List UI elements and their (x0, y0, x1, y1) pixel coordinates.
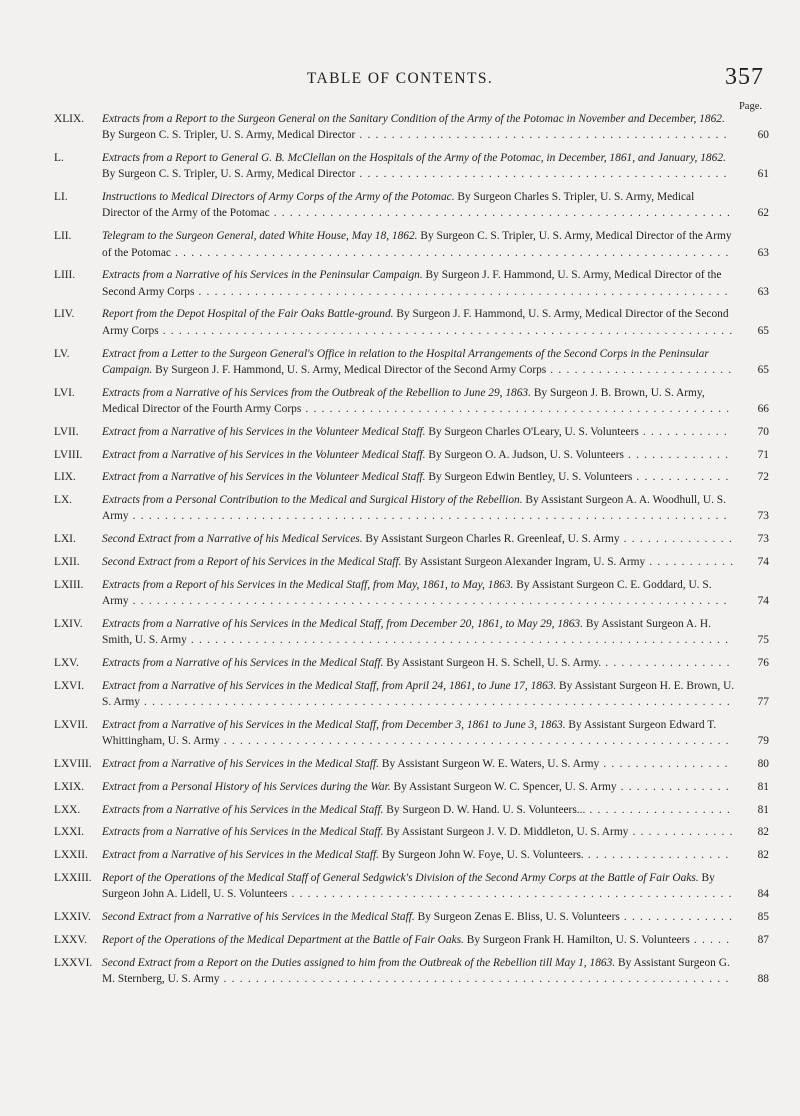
toc-entry (54, 932, 769, 948)
entry-text (102, 717, 769, 750)
toc-entry (54, 870, 769, 903)
entry-author: By Assistant Surgeon Alexander Ingram, U. S. Army (401, 556, 646, 569)
entry-page-number: 77 (757, 696, 769, 709)
entry-page-number: 74 (757, 595, 769, 608)
entry-numeral: LIII. (54, 269, 76, 282)
entry-page-number: 60 (757, 129, 769, 142)
leader-dots: . . . . . . . . . . . . . . . . . . (585, 803, 732, 816)
entry-title: Second Extract from a Report of his Services in the Medical Staff. (102, 556, 402, 569)
entry-page-number: 81 (757, 780, 769, 793)
leader-dots: . . . . . . . . . . . (645, 556, 735, 569)
entry-text (102, 802, 769, 818)
entry-page-number: 76 (757, 657, 769, 670)
entry-title: Extracts from a Report to the Surgeon General on the Sanitary Condition of the Army of the Potomac in November and December, 1862. (102, 113, 725, 125)
entry-numeral: LX. (54, 494, 73, 507)
entry-author: By Surgeon J. B. Brown, U. S. Army, Medical Director of the Fourth Army Corps (102, 386, 705, 415)
toc-entry (54, 189, 769, 222)
entry-title: Extracts from a Narrative of his Services in the Medical Staff. (102, 803, 384, 816)
leader-dots: . . . . . . . . . . . . . . . . . . . . . . . . . . . . . . . . . . . . . . . . . . . . . . (355, 129, 728, 142)
entry-page-number: 71 (757, 448, 769, 461)
entry-text (102, 492, 769, 525)
leader-dots: . . . . . . . . . . . . . . . . . . . . . . . . . . . . . . . . . . . . . . . . . . . . . . . . . . . . . . . . . . . . . . . . . . . (186, 634, 730, 647)
entry-numeral: LVI. (54, 386, 75, 399)
entry-numeral: LI. (54, 191, 68, 204)
entry-title: Telegram to the Surgeon General, dated White House, May 18, 1862. (102, 230, 418, 243)
toc-entry (54, 847, 769, 863)
toc-entry (54, 531, 769, 547)
entry-numeral: LXXI. (54, 826, 85, 839)
entry-title: Extracts from a Narrative of his Services in the Medical Staff, from December 20, 1861, to May 29, 1863. (102, 617, 583, 630)
toc-entry (54, 779, 769, 795)
entry-text (102, 847, 769, 863)
entry-numeral: LXXII. (54, 849, 88, 862)
entry-title: Extracts from a Report to General G. B. McClellan on the Hospitals of the Army of the Potomac, in December, 1861, and January, 1862. (102, 152, 726, 165)
leader-dots: . . . . . . . . . . . . . . . . . . . . . . . . . . . . . . . . . . . . . . . . . . . . . . . . . . . . . . . (287, 888, 733, 901)
entry-text (102, 531, 769, 547)
entry-title: Report from the Depot Hospital of the Fair Oaks Battle-ground. (102, 308, 394, 321)
entry-text (102, 424, 769, 440)
entry-text (102, 554, 769, 570)
entry-text (102, 228, 769, 261)
entry-title: Second Extract from a Report on the Duties assigned to him from the Outbreak of the Rebellion till May 1, 1863. (102, 956, 616, 969)
toc-entry (54, 424, 769, 440)
toc-entry (54, 150, 769, 183)
contents-list (54, 111, 769, 994)
entry-text (102, 447, 769, 463)
entry-numeral: LXII. (54, 556, 80, 569)
entry-author: By Assistant Surgeon H. E. Brown, U. S. Army (102, 679, 735, 709)
entry-title: Extract from a Personal History of his Services during the War. (102, 780, 391, 793)
leader-dots: . . . . . . . . . . . (638, 425, 728, 438)
toc-entry (54, 577, 769, 610)
entry-text (102, 385, 769, 418)
entry-numeral: LXXIII. (54, 871, 92, 884)
entry-numeral: LXIII. (54, 578, 84, 591)
entry-text (102, 870, 769, 903)
toc-entry (54, 492, 769, 525)
page-header (0, 0, 800, 112)
entry-page-number: 82 (757, 849, 769, 862)
entry-numeral: LXI. (54, 533, 76, 546)
entry-text (102, 469, 769, 485)
leader-dots: . . . . . . . . . . . . . . . . . . . . . . . . . . . . . . . . . . . . . . . . . . . . . . . . . . . . . . . . . . . . . . . . . . . . . . . . . . (128, 595, 728, 608)
entry-page-number: 65 (757, 324, 769, 337)
entry-text (102, 346, 769, 379)
entry-text (102, 267, 769, 300)
entry-text (102, 616, 769, 649)
leader-dots: . . . . . . . . . . . . . . . . . . . . . . . . . . . . . . . . . . . . . . . . . . . . . . . . . . . . . . . . . (269, 207, 732, 220)
entry-numeral: LVIII. (54, 448, 83, 461)
entry-author: By Assistant Surgeon J. V. D. Middleton, U. S. Army (383, 826, 629, 839)
entry-page-number: 85 (757, 911, 769, 924)
toc-entry (54, 824, 769, 840)
leader-dots: . . . . . . . . . . . . . . . . . . . . . . . (546, 363, 733, 376)
entry-author: By Assistant Surgeon A. A. Woodhull, U. S. Army (102, 494, 726, 523)
entry-numeral: LXVIII. (54, 758, 92, 770)
entry-author: By Assistant Surgeon C. E. Goddard, U. S. Army (102, 578, 712, 608)
entry-title: Extract from a Letter to the Surgeon General's Office in relation to the Hospital Arrangements of the Second Corps in the Peninsular Campaign. (102, 347, 709, 376)
entry-numeral: LV. (54, 347, 70, 360)
leader-dots: . . . . . (689, 933, 731, 946)
entry-numeral: LXIV. (54, 617, 83, 630)
leader-dots: . . . . . . . . . . . . . . . . . . . . . . . . . . . . . . . . . . . . . . . . . . . . . . . . . . . . . (301, 402, 731, 415)
entry-author: By Surgeon Edwin Bentley, U. S. Volunteers (425, 471, 633, 484)
entry-author: By Surgeon D. W. Hand. U. S. Volunteers... (383, 803, 586, 816)
entry-numeral: LIX. (54, 471, 76, 484)
entry-page-number: 65 (757, 363, 769, 376)
leader-dots: . . . . . . . . . . . . . . . . . . . . . . . . . . . . . . . . . . . . . . . . . . . . . . . . . . . . . . . . . . . . . . . . . . . . . . . (158, 324, 734, 337)
entry-title: Extract from a Narrative of his Services in the Volunteer Medical Staff. (102, 471, 426, 484)
entry-text (102, 824, 769, 840)
entry-author: By Surgeon Charles S. Tripler, U. S. Army, Medical Director of the Army of the Potomac (102, 191, 695, 220)
entry-text (102, 955, 769, 988)
leader-dots: . . . . . . . . . . . . . . (616, 780, 730, 793)
entry-numeral: LXVI. (54, 679, 85, 692)
leader-dots: . . . . . . . . . . . . . . . . . . . . . . . . . . . . . . . . . . . . . . . . . . . . . . . . . . . . . . . . . . . . . . . . . . . . . . . . . . (128, 510, 728, 523)
entry-text (102, 111, 769, 144)
entry-numeral: LXV. (54, 657, 79, 670)
entry-numeral: LXIX. (54, 780, 85, 793)
entry-text (102, 150, 769, 183)
entry-author: By Assistant Surgeon G. M. Sternberg, U. S. Army (102, 956, 730, 985)
entry-numeral: LVII. (54, 425, 79, 438)
entry-author: By Assistant Surgeon H. S. Schell, U. S. Army. (383, 657, 602, 670)
leader-dots: . . . . . . . . . . . . . . . . . . . . . . . . . . . . . . . . . . . . . . . . . . . . . . . . . . . . . . . . . . . . . . . . . . (194, 285, 729, 298)
entry-page-number: 63 (757, 246, 769, 259)
entry-page-number: 72 (757, 471, 769, 484)
toc-entry (54, 678, 769, 711)
toc-entry (54, 802, 769, 818)
toc-entry (54, 554, 769, 570)
entry-page-number: 80 (757, 758, 769, 770)
entry-page-number: 88 (757, 972, 769, 985)
entry-title: Instructions to Medical Directors of Army Corps of the Army of the Potomac. (102, 191, 455, 204)
entry-title: Extracts from a Narrative of his Services in the Peninsular Campaign. (102, 269, 423, 282)
entry-text (102, 932, 769, 948)
leader-dots: . . . . . . . . . . . . . . . . . . (583, 849, 730, 862)
entry-title: Extracts from a Narrative of his Services in the Medical Staff. (102, 826, 384, 839)
entry-title: Extract from a Narrative of his Services in the Volunteer Medical Staff. (102, 425, 426, 438)
toc-entry (54, 267, 769, 300)
entry-page-number: 74 (757, 556, 769, 569)
entry-author: By Assistant Surgeon W. E. Waters, U. S. Army (379, 758, 600, 770)
leader-dots: . . . . . . . . . . . . . . . . (599, 758, 729, 770)
entry-numeral: LIV. (54, 308, 75, 321)
page-column-label: Page. (738, 101, 762, 112)
toc-entry (54, 111, 769, 144)
entry-author: By Assistant Surgeon A. H. Smith, U. S. Army (102, 617, 711, 647)
entry-page-number: 87 (757, 933, 769, 946)
entry-author: By Surgeon J. F. Hammond, U. S. Army, Medical Director of the Second Army Corps (102, 269, 722, 298)
entry-title: Extracts from a Narrative of his Services in the Medical Staff. (102, 657, 384, 670)
entry-page-number: 63 (757, 285, 769, 298)
leader-dots: . . . . . . . . . . . . . . . . . . . . . . . . . . . . . . . . . . . . . . . . . . . . . . . . . . . . . . . . . . . . . . . (219, 972, 730, 985)
toc-entry (54, 955, 769, 988)
page-number: 357 (725, 64, 764, 90)
entry-text (102, 678, 769, 711)
entry-author: By Assistant Surgeon Charles R. Greenleaf, U. S. Army (362, 533, 620, 546)
entry-text (102, 756, 769, 772)
toc-entry (54, 909, 769, 925)
entry-page-number: 75 (757, 634, 769, 647)
entry-author: By Surgeon C. S. Tripler, U. S. Army, Medical Director of the Army of the Potomac (102, 230, 732, 259)
entry-author: By Surgeon J. F. Hammond, U. S. Army, Medical Director of the Second Army Corps (152, 363, 547, 376)
leader-dots: . . . . . . . . . . . . . . . . . . . . . . . . . . . . . . . . . . . . . . . . . . . . . . . . . . . . . . . . . . . . . . . . . . . . . (170, 246, 730, 259)
entry-page-number: 62 (757, 207, 769, 220)
entry-text (102, 577, 769, 610)
entry-author: By Surgeon John A. Lidell, U. S. Volunteers (102, 871, 715, 901)
entry-numeral: LXXVI. (54, 956, 93, 969)
leader-dots: . . . . . . . . . . . . . . (619, 911, 734, 924)
entry-page-number: 79 (757, 735, 769, 748)
entry-author: By Surgeon Charles O'Leary, U. S. Volunteers (425, 425, 639, 438)
toc-entry (54, 616, 769, 649)
entry-text (102, 306, 769, 339)
entry-title: Extracts from a Personal Contribution to the Medical and Surgical History of the Rebellion. (102, 494, 523, 507)
entry-page-number: 73 (757, 510, 769, 523)
entry-title: Extract from a Narrative of his Services in the Medical Staff. (102, 758, 380, 770)
entry-page-number: 81 (757, 803, 769, 816)
toc-entry (54, 306, 769, 339)
leader-dots: . . . . . . . . . . . . . . . . . . . . . . . . . . . . . . . . . . . . . . . . . . . . . . . . . . . . . . . . . . . . . . . . . . . . . . . . . (139, 696, 731, 709)
entry-title: Extract from a Narrative of his Services in the Medical Staff. (102, 849, 380, 862)
toc-entry (54, 756, 769, 772)
entry-numeral: LXX. (54, 803, 81, 816)
entry-author: By Surgeon C. S. Tripler, U. S. Army, Medical Director (102, 129, 356, 142)
entry-author: By Surgeon Zenas E. Bliss, U. S. Volunteers (414, 911, 620, 924)
entry-page-number: 66 (757, 402, 769, 415)
leader-dots: . . . . . . . . . . . . (632, 471, 730, 484)
entry-numeral: LXXIV. (54, 911, 91, 924)
entry-numeral: LII. (54, 230, 72, 243)
entry-numeral: L. (54, 152, 64, 165)
entry-title: Second Extract from a Narrative of his Services in the Medical Staff. (102, 911, 415, 924)
entry-title: Second Extract from a Narrative of his Medical Services. (102, 533, 363, 546)
entry-numeral: LXVII. (54, 718, 88, 731)
entry-numeral: LXXV. (54, 933, 88, 946)
entry-text (102, 655, 769, 671)
entry-page-number: 61 (757, 168, 769, 181)
running-title: TABLE OF CONTENTS. (306, 70, 494, 87)
entry-author: By Surgeon C. S. Tripler, U. S. Army, Medical Director (102, 168, 356, 181)
entry-author: By Surgeon J. F. Hammond, U. S. Army, Medical Director of the Second Army Corps (102, 308, 729, 337)
leader-dots: . . . . . . . . . . . . . . . . . . . . . . . . . . . . . . . . . . . . . . . . . . . . . . . . . . . . . . . . . . . . . . . (219, 735, 730, 748)
entry-page-number: 82 (757, 826, 769, 839)
leader-dots: . . . . . . . . . . . . . . . . . . . . . . . . . . . . . . . . . . . . . . . . . . . . . . (355, 168, 728, 181)
leader-dots: . . . . . . . . . . . . . . (619, 533, 733, 546)
leader-dots: . . . . . . . . . . . . . . . . (601, 657, 731, 670)
toc-entry (54, 346, 769, 379)
entry-text (102, 189, 769, 222)
entry-title: Report of the Operations of the Medical Staff of General Sedgwick's Division of the Second Army Corps at the Battle of Fair Oaks. (102, 871, 699, 884)
entry-page-number: 70 (757, 425, 769, 438)
toc-entry (54, 717, 769, 750)
entry-text (102, 909, 769, 925)
entry-text (102, 779, 769, 795)
toc-entry (54, 469, 769, 485)
toc-entry (54, 447, 769, 463)
leader-dots: . . . . . . . . . . . . . (623, 448, 730, 461)
toc-entry (54, 385, 769, 418)
entry-author: By Surgeon Frank H. Hamilton, U. S. Volunteers (463, 933, 690, 946)
entry-numeral: XLIX. (54, 113, 85, 125)
toc-entry (54, 655, 769, 671)
entry-title: Report of the Operations of the Medical Department at the Battle of Fair Oaks. (102, 933, 464, 946)
entry-title: Extracts from a Narrative of his Services from the Outbreak of the Rebellion to June 29, 1863. (102, 386, 531, 399)
entry-title: Extract from a Narrative of his Services in the Medical Staff, from April 24, 1861, to June 17, 1863. (102, 679, 557, 692)
entry-author: By Assistant Surgeon W. C. Spencer, U. S. Army (390, 780, 617, 793)
entry-author: By Surgeon John W. Foye, U. S. Volunteers. (379, 849, 584, 862)
toc-entry (54, 228, 769, 261)
entry-page-number: 73 (757, 533, 769, 546)
entry-title: Extracts from a Report of his Services in the Medical Staff, from May, 1861, to May, 1863. (102, 578, 514, 591)
entry-author: By Assistant Surgeon Edward T. Whittingham, U. S. Army (102, 718, 717, 748)
entry-title: Extract from a Narrative of his Services in the Volunteer Medical Staff. (102, 448, 426, 461)
entry-page-number: 84 (757, 888, 769, 901)
entry-author: By Surgeon O. A. Judson, U. S. Volunteers (425, 448, 624, 461)
entry-title: Extract from a Narrative of his Services in the Medical Staff, from December 3, 1861 to June 3, 1863. (102, 718, 566, 731)
leader-dots: . . . . . . . . . . . . . (628, 826, 734, 839)
